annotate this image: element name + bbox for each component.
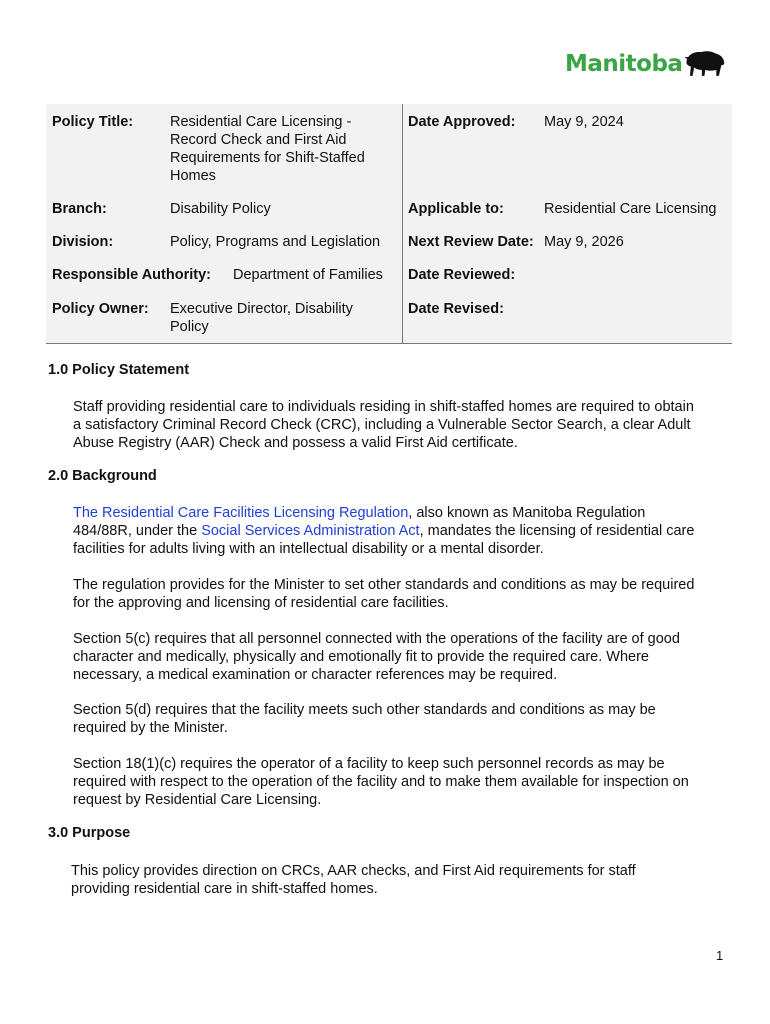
purpose-paragraph: This policy provides direction on CRCs, AAR checks, and First Aid requirements for staff providing residential care in shift-staffed homes.	[71, 863, 636, 898]
next-review-date-value: May 9, 2026	[544, 234, 624, 250]
section-heading-policy-statement: 1.0 Policy Statement	[48, 362, 190, 378]
policy-owner-label: Policy Owner:	[52, 301, 149, 317]
background-paragraph-3: Section 5(c) requires that all personnel connected with the operations of the facility are of good character and medically, physically and emotionally fit to provide the required care. Where necessary, a medical examination or character references may be required.	[73, 631, 680, 684]
act-link[interactable]: Social Services Administration Act	[201, 523, 420, 540]
policy-owner-value: Executive Director, Disability Policy	[170, 301, 353, 335]
branch-label: Branch:	[52, 201, 107, 217]
background-paragraph-5: Section 18(1)(c) requires the operator of a facility to keep such personnel records as may be required with respect to the operation of the facility and to make them available for inspection on request by Residential Care Licensing.	[73, 756, 689, 809]
responsible-authority-value: Department of Families	[233, 267, 383, 283]
section-heading-purpose: 3.0 Purpose	[48, 825, 131, 841]
responsible-authority-label: Responsible Authority:	[52, 267, 211, 283]
regulation-link[interactable]: The Residential Care Facilities Licensing Regulation	[73, 505, 409, 521]
policy-title-label: Policy Title:	[52, 114, 134, 130]
division-value: Policy, Programs and Legislation	[170, 234, 381, 250]
background-paragraph-1: The Residential Care Facilities Licensing Regulation, also known as Manitoba Regulation 484/88R, under the Social Services Administration Act, mandates the licensing of residential care facilities for adults living with an intellectual disability or a mental disorder.	[73, 505, 695, 558]
branch-value: Disability Policy	[170, 201, 271, 217]
policy-info-table	[46, 104, 732, 344]
policy-title-value: Residential Care Licensing - Record Check and First Aid Requirements for Shift-Staffed Homes	[170, 114, 365, 184]
manitoba-logo	[565, 44, 727, 84]
date-reviewed-label: Date Reviewed:	[408, 267, 516, 283]
page-number: 1	[716, 948, 724, 963]
date-approved-value: May 9, 2024	[544, 114, 624, 130]
background-paragraph-2: The regulation provides for the Minister to set other standards and conditions as may be required for the approving and licensing of residential care facilities.	[73, 577, 695, 612]
next-review-date-label: Next Review Date:	[408, 234, 534, 250]
background-paragraph-4: Section 5(d) requires that the facility meets such other standards and conditions as may be required by the Minister.	[73, 702, 656, 737]
applicable-to-value: Residential Care Licensing	[544, 201, 717, 217]
date-revised-label: Date Revised:	[408, 301, 504, 317]
division-label: Division:	[52, 234, 114, 250]
date-approved-label: Date Approved:	[408, 114, 516, 130]
table-divider	[402, 104, 403, 343]
section-heading-background: 2.0 Background	[48, 468, 157, 484]
applicable-to-label: Applicable to:	[408, 201, 504, 217]
bison-icon	[684, 47, 727, 81]
policy-statement-paragraph: Staff providing residential care to individuals residing in shift-staffed homes are required to obtain a satisfactory Criminal Record Check (CRC), including a Vulnerable Sector Search, a clear Adult Abuse Registry (AAR) Check and possess a valid First Aid certificate.	[73, 399, 694, 452]
logo-text: Manitoba	[565, 50, 683, 77]
